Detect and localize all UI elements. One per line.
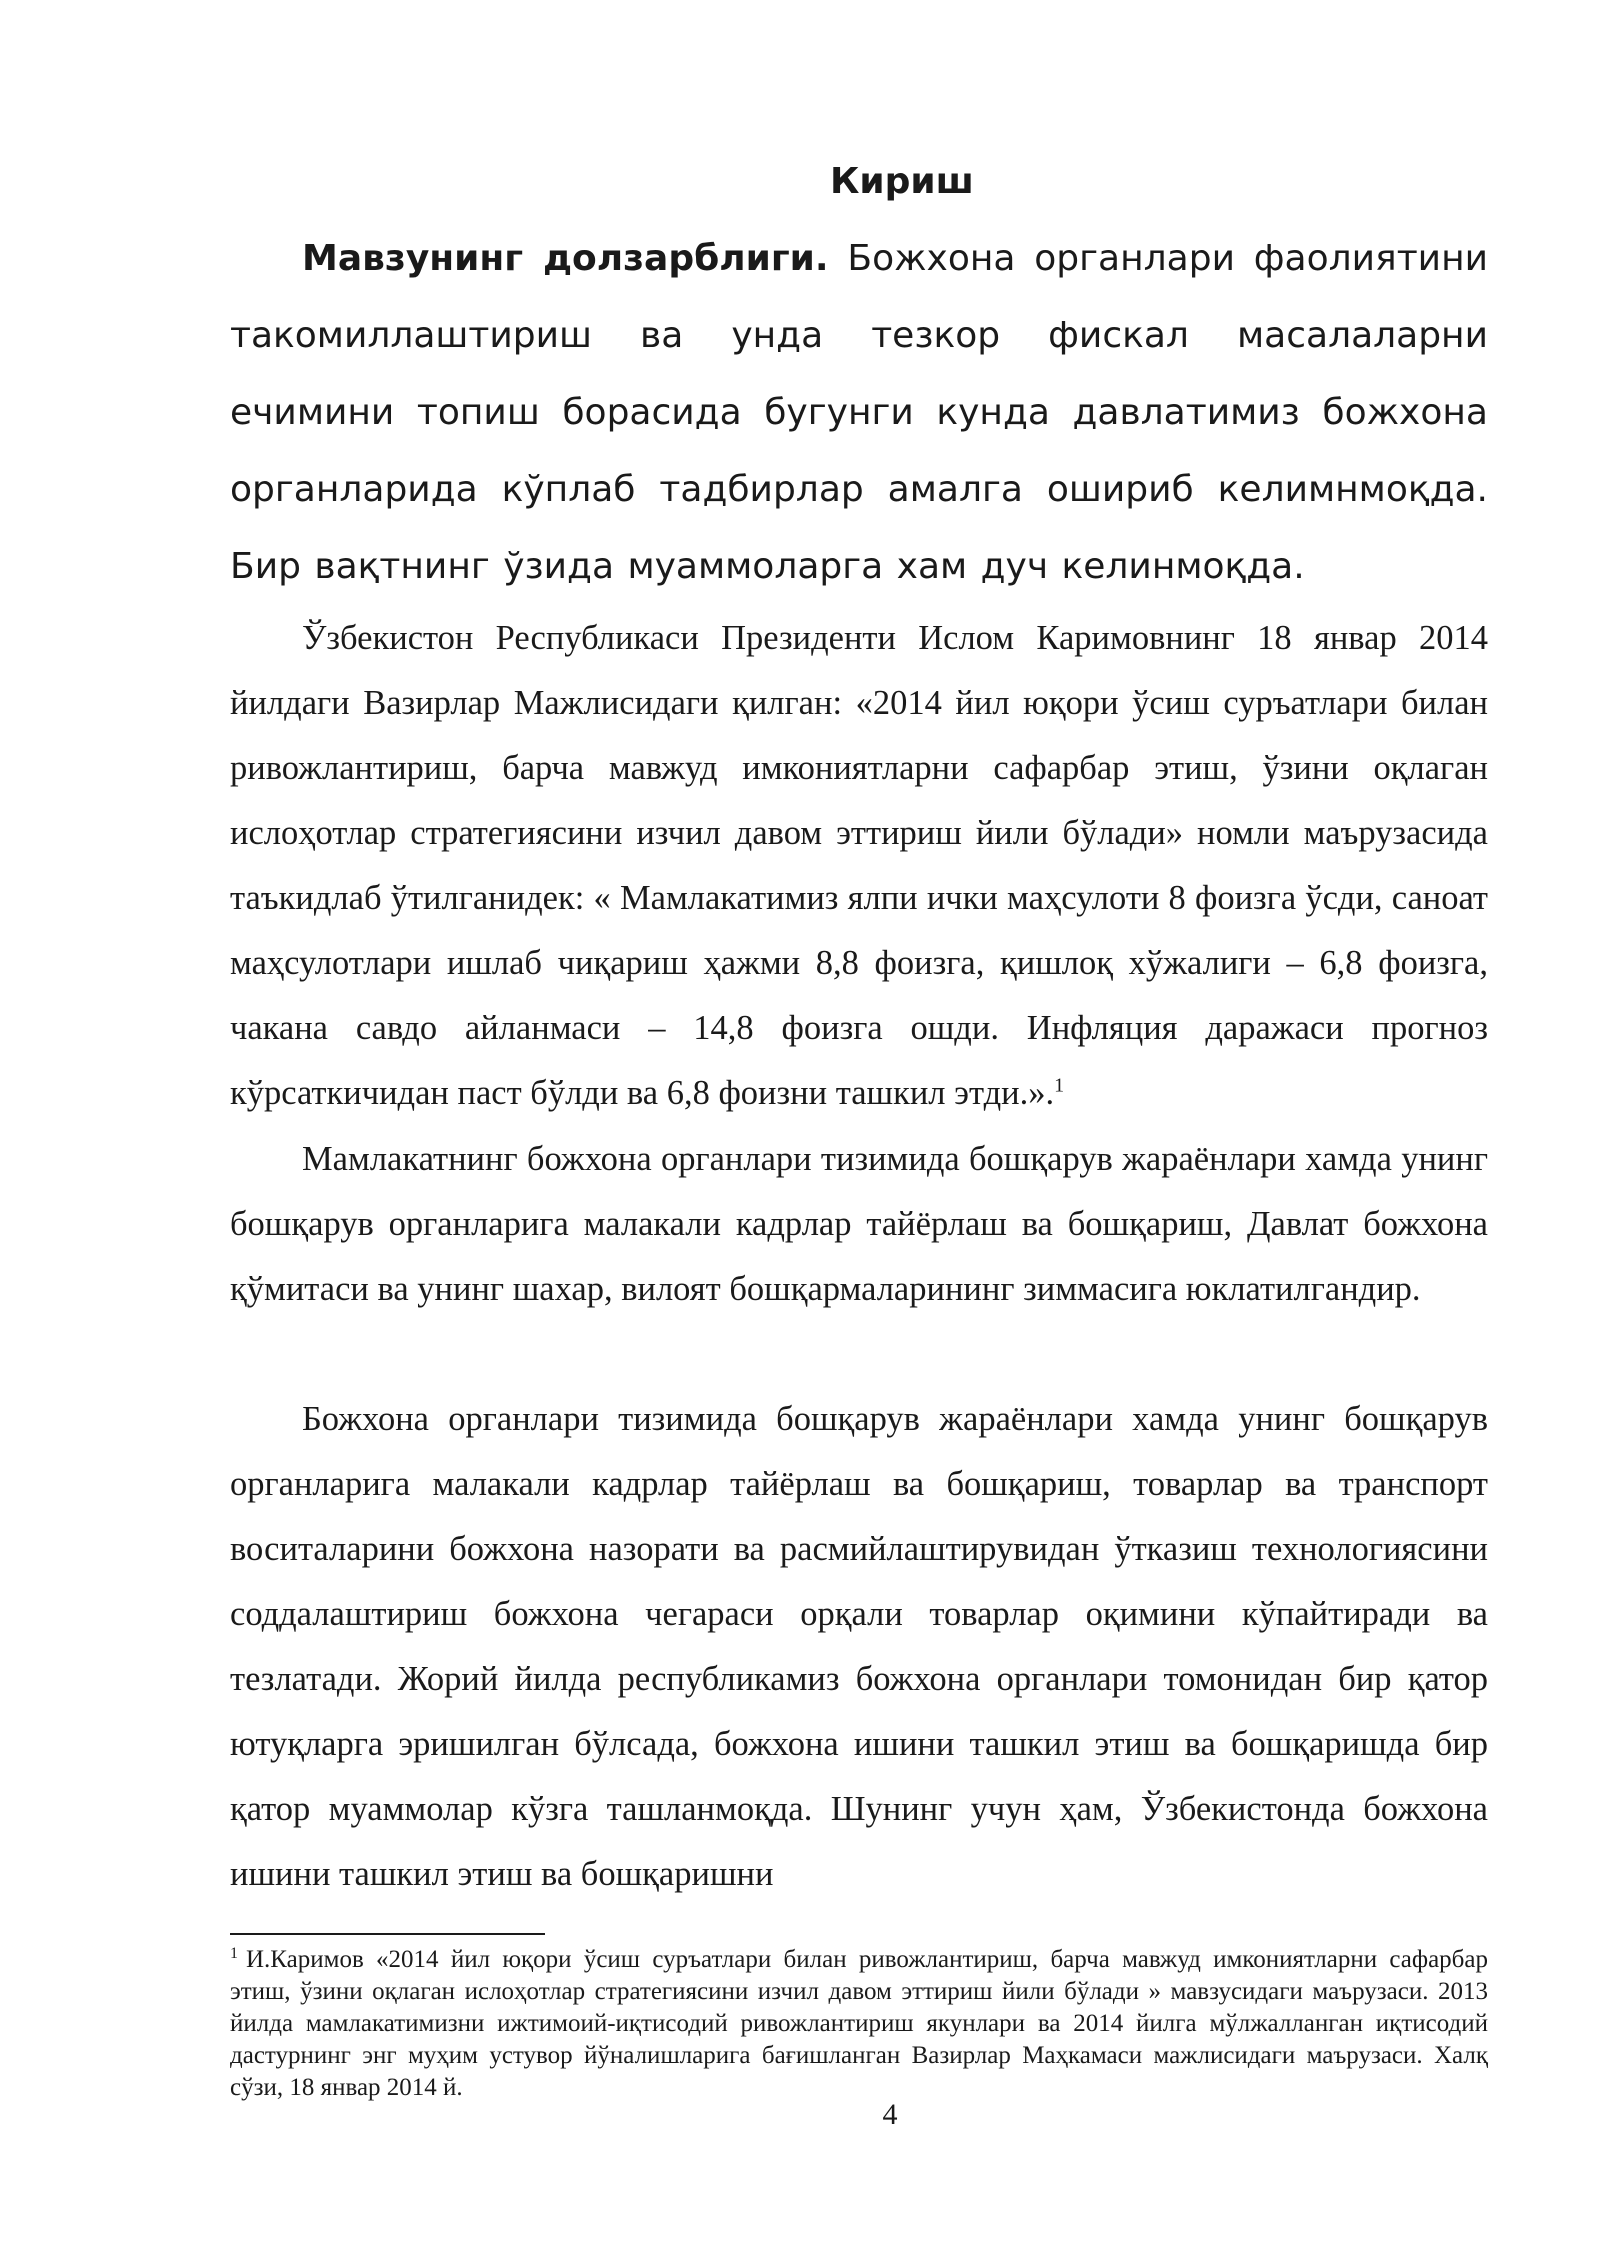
paragraph-customs-system: Божхона органлари тизимида бошқарув жараёнлари хамда унинг бошқарув органларига малакали кадрлар тайёрлаш ва бошқариш, товарлар ва транспорт воситаларини божхона назорати ва расмийлаштирувидан ўтказиш технологиясини соддалаштириш божхона чегараси орқали товарлар оқимини кўпайтиради ва тезлатади. Жорий йилда республикамиз божхона органлари томонидан бир қатор ютуқларга эришилган бўлсада, божхона ишини ташкил этиш ва бошқаришда бир қатор муаммолар кўзга ташланмоқда. Шунинг учун ҳам, Ўзбекистонда божхона ишини ташкил этиш ва бошқаришни xyxy=(230,1400,1488,1893)
section-heading: Кириш xyxy=(830,161,974,202)
paragraph-president-quote xyxy=(230,606,1488,1126)
intro-text: Божхона органлари фаолиятини такомиллаштириш ва унда тезкор фискал масалаларни ечимини топиш борасида бугунги кунда давлатимиз божхона органларида кўплаб тадбирлар амалга ошириб келимнмоқда. Бир вақтнинг ўзида муаммоларга хам дуч келинмоқда. xyxy=(230,238,1488,587)
intro-bold-lead: Мавзунинг долзарблиги. xyxy=(302,238,829,279)
page-number: 4 xyxy=(882,2098,898,2131)
paragraph-customs-management: Мамлакатнинг божхона органлари тизимида бошқарув жараёнлари хамда унинг бошқарув органларига малакали кадрлар тайёрлаш ва бошқариш, Давлат божхона қўмитаси ва унинг шахар, вилоят бошқармаларининг зиммасига юклатилгандир. xyxy=(230,1140,1488,1308)
footnote-separator xyxy=(230,1933,545,1935)
footnote-text: И.Каримов «2014 йил юқори ўсиш суръатлари билан ривожлантириш, барча мавжуд имкониятларни сафарбар этиш, ўзини оқлаган ислоҳотлар стратегиясини изчил давом эттириш йили бўлади » мавзусидаги маърузаси. 2013 йилда мамлакатимизни ижтимоий-иқтисодий ривожлантириш якунлари ва 2014 йилга мўлжалланган иқтисодий дастурнинг энг муҳим устувор йўналишларига бағишланган Вазирлар Маҳкамаси мажлисидаги маърузаси. Халқ сўзи, 18 январ 2014 й. xyxy=(230,1946,1488,2101)
intro-paragraph xyxy=(230,220,1488,605)
footnote-reference[interactable]: 1 xyxy=(1054,1074,1065,1097)
footnote-number: 1 xyxy=(230,1944,238,1962)
paragraph-text: Ўзбекистон Республикаси Президенти Ислом Каримовнинг 18 январ 2014 йилдаги Вазирлар Мажлисидаги қилган: «2014 йил юқори ўсиш суръатлари билан ривожлантириш, барча мавжуд имкониятларни сафарбар этиш, ўзини оқлаган ислоҳотлар стратегиясини изчил давом эттириш йили бўлади» номли маърузасида таъкидлаб ўтилганидек: « Мамлакатимиз ялпи ички маҳсулоти 8 фоизга ўсди, саноат маҳсулотлари ишлаб чиқариш ҳажми 8,8 фоизга, қишлоқ хўжалиги – 6,8 фоизга, чакана савдо айланмаси – 14,8 фоизга ошди. Инфляция даражаси прогноз кўрсаткичидан паст бўлди ва 6,8 фоизни ташкил этди.». xyxy=(230,619,1488,1112)
footnote xyxy=(230,1944,1488,2104)
